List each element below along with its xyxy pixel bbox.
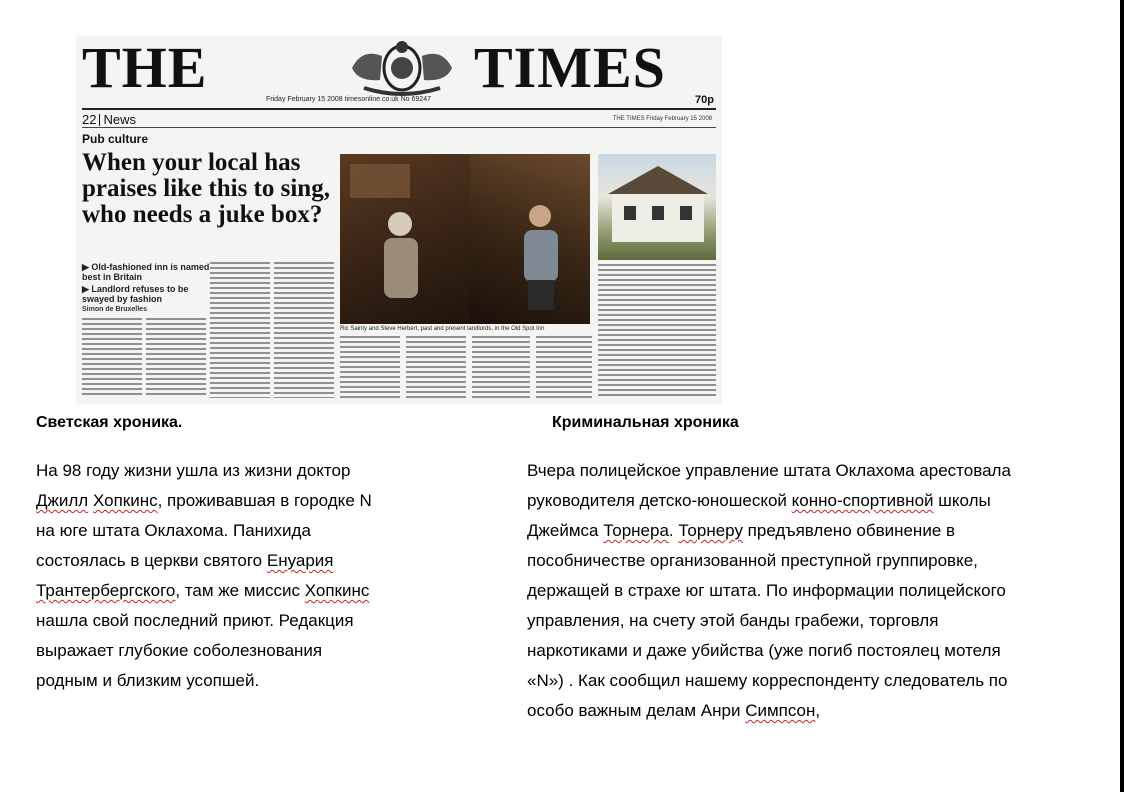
spellcheck-word: Трантербергского (36, 581, 176, 600)
headline: When your local has praises like this to sing, who needs a juke box? (82, 149, 330, 228)
article-line: Джеймса Торнера. Торнеру предъявлено обвинение в (527, 521, 956, 540)
masthead-the: THE (82, 36, 208, 100)
article-line: управления, на счету этой банды грабежи, торговля (527, 611, 939, 630)
article-line: пособничестве организованной преступной группировке, (527, 551, 978, 570)
article-line: состоялась в церкви святого Енуария (36, 551, 334, 570)
royal-crest-emblem (334, 38, 470, 96)
article-line: руководителя детско-юношеской конно-спортивной школы (527, 491, 991, 510)
article-line: На 98 году жизни ушла из жизни доктор (36, 461, 351, 480)
article-line: Вчера полицейское управление штата Оклахома арестовала (527, 461, 1011, 480)
text-column (472, 336, 530, 398)
dateline: Friday February 15 2008 timesonline.co.uk No 69247 (266, 96, 431, 103)
pub-interior-photo (340, 154, 470, 324)
photo-caption: Ric Sainty and Steve Herbert, past and present landlords, in the Old Spot Inn (340, 326, 545, 332)
text-column (146, 318, 206, 398)
article-line: наркотиками и даже убийства (уже погиб постоялец мотеля (527, 641, 1001, 660)
byline: Simon de Bruxelles (82, 306, 147, 313)
spellcheck-word: Хопкинс (92, 491, 158, 510)
subhead-2: ▶ Landlord refuses to be swayed by fashion (82, 284, 189, 304)
text-column (406, 336, 466, 398)
left-article-body (36, 456, 456, 696)
text-column (598, 264, 716, 398)
text-column (274, 262, 334, 398)
left-article-heading: Светская хроника. (36, 414, 183, 431)
newspaper-clipping (76, 36, 722, 404)
text-column (536, 336, 592, 398)
spellcheck-word: Симпсон (745, 701, 816, 720)
article-line: родным и близким усопшей. (36, 671, 260, 690)
spellcheck-word: Джилл (36, 491, 89, 510)
section-label (82, 112, 136, 127)
right-article-heading: Криминальная хроника (552, 414, 739, 431)
article-line: особо важным делам Анри Симпсон, (527, 701, 821, 720)
section-name: News (103, 112, 136, 127)
article-line: выражает глубокие соболезнования (36, 641, 323, 660)
running-head: THE TIMES Friday February 15 2008 (612, 116, 712, 122)
spellcheck-word: Енуария (266, 551, 334, 570)
text-column (82, 318, 142, 398)
masthead (76, 36, 722, 106)
spellcheck-word: Торнеру (678, 521, 743, 540)
article-line: «N») . Как сообщил нашему корреспонденту следователь по (527, 671, 1008, 690)
masthead-rule (82, 108, 716, 110)
pub-interior-photo-right (470, 154, 590, 324)
kicker: Pub culture (82, 132, 149, 146)
article-line: Трантербергского, там же миссис Хопкинс (36, 581, 370, 600)
right-article-body (527, 456, 1097, 726)
spellcheck-word: Хопкинс (304, 581, 370, 600)
pub-exterior-photo (598, 154, 716, 260)
article-line: на юге штата Оклахома. Панихида (36, 521, 311, 540)
section-rule (82, 127, 716, 128)
article-line: держащей в страхе юг штата. По информации полицейского (527, 581, 1006, 600)
text-column (210, 262, 270, 398)
masthead-times: TIMES (474, 36, 666, 100)
price: 70p (695, 94, 714, 106)
page-edge-bar (1120, 0, 1124, 792)
text-column (340, 336, 400, 398)
spellcheck-word: Торнера (603, 521, 669, 540)
subhead-1: ▶ Old-fashioned inn is named best in Britain (82, 262, 210, 282)
spellcheck-word: конно-спортивной (791, 491, 934, 510)
page-number: 22 (82, 112, 97, 127)
article-line: Джилл Хопкинс, проживавшая в городке N (36, 491, 372, 510)
article-line: нашла свой последний приют. Редакция (36, 611, 354, 630)
